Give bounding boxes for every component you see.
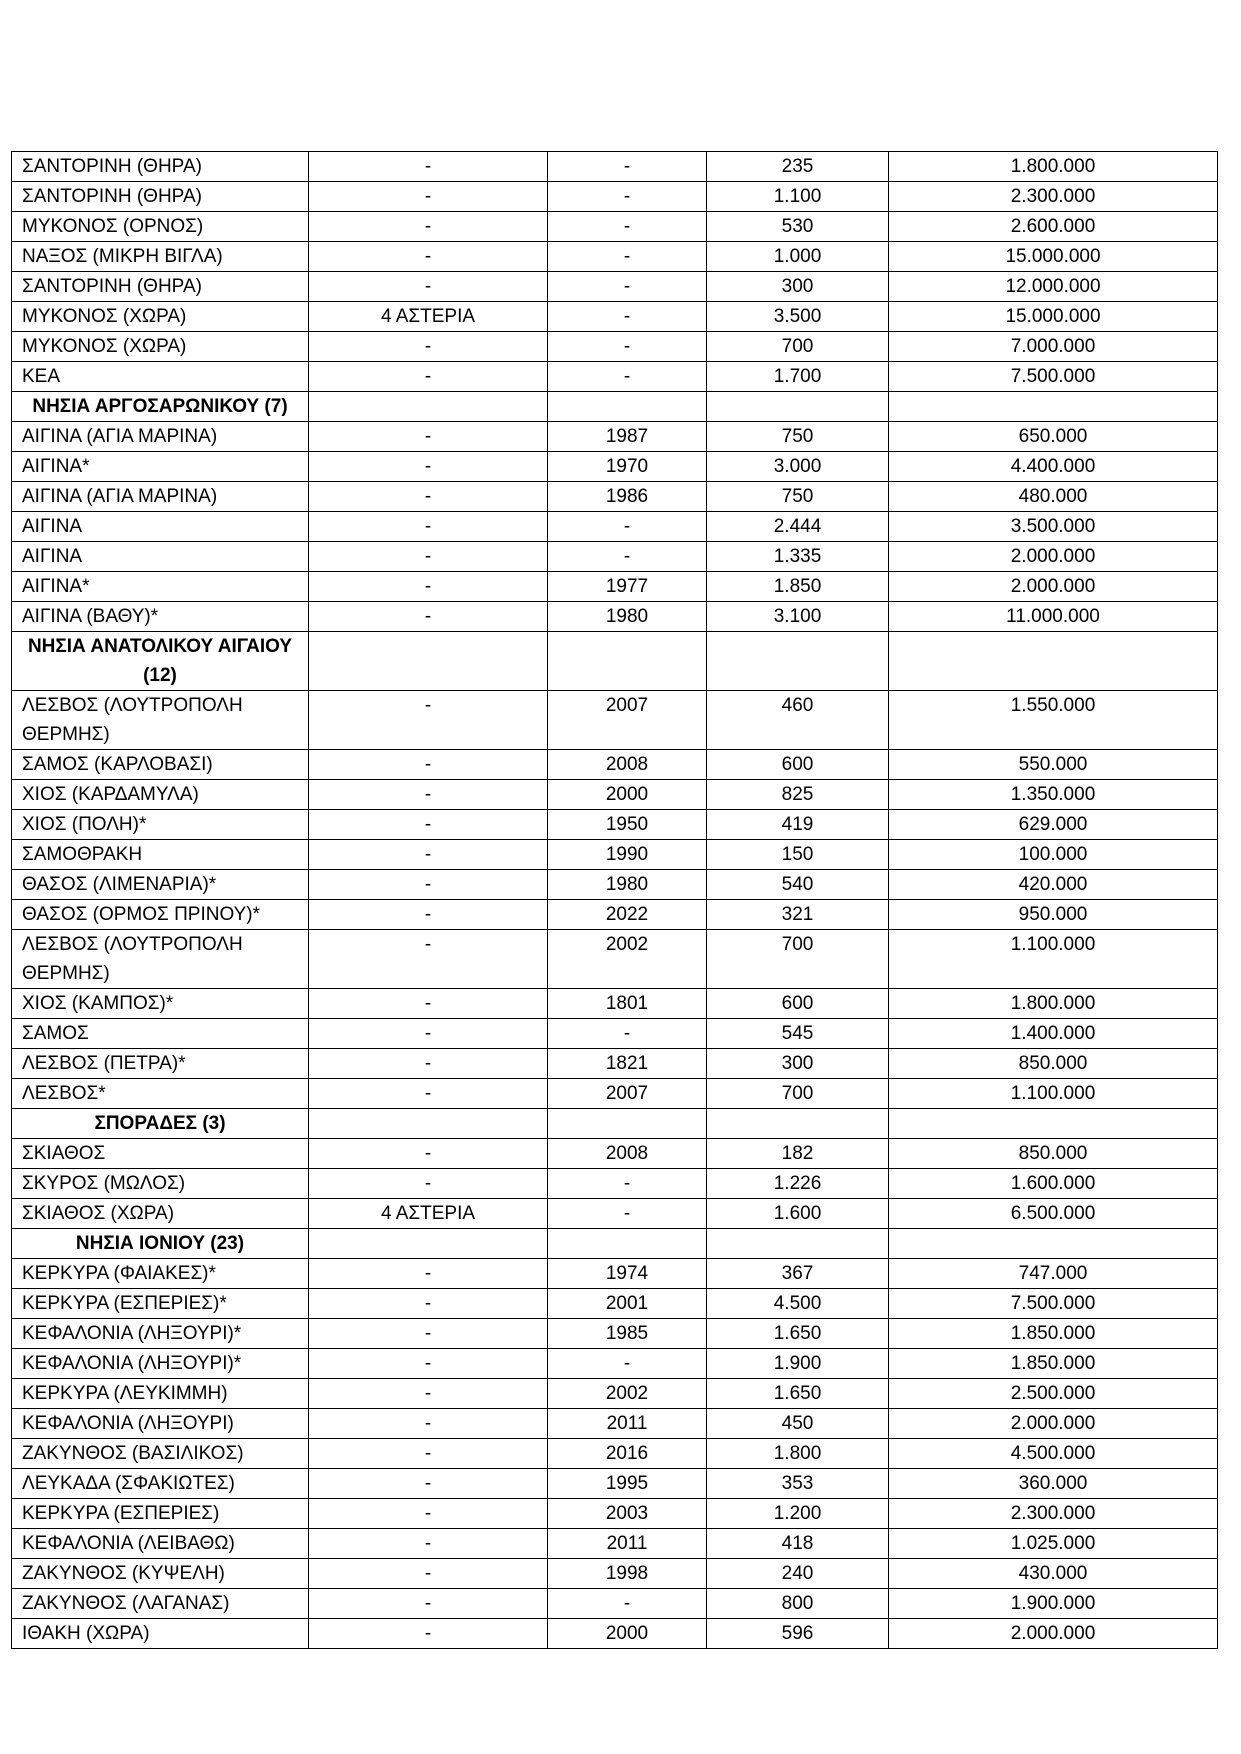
cell-location: ΜΥΚΟΝΟΣ (ΟΡΝΟΣ) <box>12 212 309 242</box>
cell-year: 2007 <box>548 1079 707 1109</box>
cell-category: - <box>309 602 548 632</box>
cell-year: - <box>548 512 707 542</box>
cell-category: - <box>309 572 548 602</box>
table-row <box>12 1469 1218 1499</box>
cell-price: 2.000.000 <box>889 1409 1218 1439</box>
cell-location: ΑΙΓΙΝΑ (ΑΓΙΑ ΜΑΡΙΝΑ) <box>12 422 309 452</box>
table-row <box>12 1169 1218 1199</box>
cell-location: ΜΥΚΟΝΟΣ (ΧΩΡΑ) <box>12 332 309 362</box>
table-row <box>12 452 1218 482</box>
cell-location: ΝΗΣΙΑ ΙΟΝΙΟΥ (23) <box>12 1229 309 1259</box>
cell-category: - <box>309 780 548 810</box>
cell-area: 1.700 <box>707 362 889 392</box>
cell-location: ΘΑΣΟΣ (ΛΙΜΕΝΑΡΙΑ)* <box>12 870 309 900</box>
cell-category <box>309 632 548 691</box>
cell-year: 1821 <box>548 1049 707 1079</box>
cell-category: - <box>309 840 548 870</box>
cell-category: - <box>309 989 548 1019</box>
cell-location: ΑΙΓΙΝΑ* <box>12 572 309 602</box>
region-header-row <box>12 392 1218 422</box>
cell-price <box>889 632 1218 691</box>
cell-year: 2002 <box>548 1379 707 1409</box>
cell-year: 1987 <box>548 422 707 452</box>
cell-year: 2022 <box>548 900 707 930</box>
cell-area: 3.000 <box>707 452 889 482</box>
cell-location: ΣΑΜΟΣ (ΚΑΡΛΟΒΑΣΙ) <box>12 750 309 780</box>
cell-price: 2.300.000 <box>889 182 1218 212</box>
cell-year: 1980 <box>548 602 707 632</box>
table-row <box>12 1289 1218 1319</box>
table-row <box>12 1319 1218 1349</box>
cell-area: 1.200 <box>707 1499 889 1529</box>
cell-price: 6.500.000 <box>889 1199 1218 1229</box>
cell-year: - <box>548 1169 707 1199</box>
table-row <box>12 1499 1218 1529</box>
cell-price: 2.000.000 <box>889 1619 1218 1649</box>
cell-category: - <box>309 930 548 989</box>
cell-year <box>548 1109 707 1139</box>
cell-area: 600 <box>707 989 889 1019</box>
cell-location: ΚΕΡΚΥΡΑ (ΛΕΥΚΙΜΜΗ) <box>12 1379 309 1409</box>
cell-price: 480.000 <box>889 482 1218 512</box>
cell-area: 300 <box>707 1049 889 1079</box>
properties-table-body <box>12 152 1218 1649</box>
table-row <box>12 1199 1218 1229</box>
cell-category: - <box>309 1349 548 1379</box>
cell-category: - <box>309 1049 548 1079</box>
table-row <box>12 272 1218 302</box>
cell-price: 420.000 <box>889 870 1218 900</box>
cell-year: - <box>548 1199 707 1229</box>
cell-price: 1.600.000 <box>889 1169 1218 1199</box>
cell-location: ΣΚΙΑΘΟΣ <box>12 1139 309 1169</box>
cell-year: - <box>548 1589 707 1619</box>
cell-price: 4.400.000 <box>889 452 1218 482</box>
cell-area: 750 <box>707 422 889 452</box>
cell-price: 2.000.000 <box>889 572 1218 602</box>
cell-year: 2011 <box>548 1409 707 1439</box>
cell-area: 1.650 <box>707 1379 889 1409</box>
cell-area: 800 <box>707 1589 889 1619</box>
cell-year: - <box>548 302 707 332</box>
cell-area <box>707 632 889 691</box>
cell-year: 1974 <box>548 1259 707 1289</box>
cell-year: 1990 <box>548 840 707 870</box>
cell-price: 2.600.000 <box>889 212 1218 242</box>
table-row <box>12 840 1218 870</box>
cell-price <box>889 1109 1218 1139</box>
cell-location: ΜΥΚΟΝΟΣ (ΧΩΡΑ) <box>12 302 309 332</box>
cell-price <box>889 392 1218 422</box>
cell-location: ΚΕΦΑΛΟΝΙΑ (ΛΗΞΟΥΡΙ)* <box>12 1349 309 1379</box>
cell-price: 1.350.000 <box>889 780 1218 810</box>
cell-category: - <box>309 542 548 572</box>
cell-category: - <box>309 182 548 212</box>
region-header-row <box>12 632 1218 691</box>
cell-price: 100.000 <box>889 840 1218 870</box>
cell-location: ΑΙΓΙΝΑ <box>12 542 309 572</box>
cell-area: 235 <box>707 152 889 182</box>
table-row <box>12 900 1218 930</box>
cell-category: - <box>309 691 548 750</box>
table-row <box>12 780 1218 810</box>
cell-area: 1.000 <box>707 242 889 272</box>
table-row <box>12 1139 1218 1169</box>
table-row <box>12 512 1218 542</box>
cell-area: 450 <box>707 1409 889 1439</box>
cell-year <box>548 392 707 422</box>
table-row <box>12 1079 1218 1109</box>
table-row <box>12 870 1218 900</box>
cell-location: ΝΑΞΟΣ (ΜΙΚΡΗ ΒΙΓΛΑ) <box>12 242 309 272</box>
cell-area: 1.226 <box>707 1169 889 1199</box>
cell-location: ΝΗΣΙΑ ΑΝΑΤΟΛΙΚΟΥ ΑΙΓΑΙΟΥ (12) <box>12 632 309 691</box>
cell-category <box>309 392 548 422</box>
cell-area: 460 <box>707 691 889 750</box>
cell-year: - <box>548 212 707 242</box>
cell-area: 750 <box>707 482 889 512</box>
cell-location: ΝΗΣΙΑ ΑΡΓΟΣΑΡΩΝΙΚΟΥ (7) <box>12 392 309 422</box>
cell-year: 1995 <box>548 1469 707 1499</box>
table-row <box>12 362 1218 392</box>
table-row <box>12 750 1218 780</box>
cell-price: 4.500.000 <box>889 1439 1218 1469</box>
cell-year: 2001 <box>548 1289 707 1319</box>
cell-category: - <box>309 362 548 392</box>
cell-category: - <box>309 512 548 542</box>
cell-category: - <box>309 1289 548 1319</box>
cell-location: ΖΑΚΥΝΘΟΣ (ΛΑΓΑΝΑΣ) <box>12 1589 309 1619</box>
cell-category <box>309 1109 548 1139</box>
cell-category: - <box>309 452 548 482</box>
cell-location: ΣΑΝΤΟΡΙΝΗ (ΘΗΡΑ) <box>12 182 309 212</box>
cell-category: - <box>309 1079 548 1109</box>
cell-location: ΖΑΚΥΝΘΟΣ (ΒΑΣΙΛΙΚΟΣ) <box>12 1439 309 1469</box>
cell-year: 1986 <box>548 482 707 512</box>
cell-location: ΚΕΡΚΥΡΑ (ΦΑΙΑΚΕΣ)* <box>12 1259 309 1289</box>
cell-category: 4 ΑΣΤΕΡΙΑ <box>309 1199 548 1229</box>
cell-year: - <box>548 242 707 272</box>
cell-category: - <box>309 1019 548 1049</box>
cell-location: ΧΙΟΣ (ΚΑΜΠΟΣ)* <box>12 989 309 1019</box>
cell-price: 1.550.000 <box>889 691 1218 750</box>
cell-area <box>707 1229 889 1259</box>
cell-year: 2000 <box>548 780 707 810</box>
cell-price: 950.000 <box>889 900 1218 930</box>
cell-location: ΛΕΥΚΑΔΑ (ΣΦΑΚΙΩΤΕΣ) <box>12 1469 309 1499</box>
cell-location: ΛΕΣΒΟΣ (ΛΟΥΤΡΟΠΟΛΗ ΘΕΡΜΗΣ) <box>12 930 309 989</box>
cell-area: 1.800 <box>707 1439 889 1469</box>
table-row <box>12 1529 1218 1559</box>
cell-location: ΛΕΣΒΟΣ* <box>12 1079 309 1109</box>
cell-year: - <box>548 332 707 362</box>
cell-year: 2007 <box>548 691 707 750</box>
cell-category: - <box>309 152 548 182</box>
cell-location: ΚΕΦΑΛΟΝΙΑ (ΛΗΞΟΥΡΙ) <box>12 1409 309 1439</box>
cell-area: 1.850 <box>707 572 889 602</box>
cell-price: 650.000 <box>889 422 1218 452</box>
cell-area: 182 <box>707 1139 889 1169</box>
cell-price: 850.000 <box>889 1139 1218 1169</box>
cell-category: - <box>309 870 548 900</box>
cell-category: - <box>309 1619 548 1649</box>
cell-area: 4.500 <box>707 1289 889 1319</box>
cell-area: 540 <box>707 870 889 900</box>
cell-price: 1.850.000 <box>889 1349 1218 1379</box>
cell-location: ΛΕΣΒΟΣ (ΛΟΥΤΡΟΠΟΛΗ ΘΕΡΜΗΣ) <box>12 691 309 750</box>
cell-location: ΣΑΜΟΣ <box>12 1019 309 1049</box>
table-row <box>12 1379 1218 1409</box>
cell-price: 1.100.000 <box>889 930 1218 989</box>
table-row <box>12 152 1218 182</box>
cell-price: 11.000.000 <box>889 602 1218 632</box>
cell-price: 1.850.000 <box>889 1319 1218 1349</box>
cell-price: 1.900.000 <box>889 1589 1218 1619</box>
cell-price: 747.000 <box>889 1259 1218 1289</box>
cell-category: - <box>309 810 548 840</box>
cell-location: ΣΠΟΡΑΔΕΣ (3) <box>12 1109 309 1139</box>
table-row <box>12 930 1218 989</box>
cell-category: - <box>309 1139 548 1169</box>
cell-location: ΣΑΝΤΟΡΙΝΗ (ΘΗΡΑ) <box>12 272 309 302</box>
table-row <box>12 212 1218 242</box>
table-row <box>12 1409 1218 1439</box>
cell-year: - <box>548 182 707 212</box>
table-row <box>12 1259 1218 1289</box>
cell-area: 1.100 <box>707 182 889 212</box>
cell-year: - <box>548 542 707 572</box>
cell-category: - <box>309 482 548 512</box>
cell-price: 15.000.000 <box>889 242 1218 272</box>
cell-category: - <box>309 1559 548 1589</box>
table-row <box>12 302 1218 332</box>
cell-year: 1980 <box>548 870 707 900</box>
cell-area: 545 <box>707 1019 889 1049</box>
cell-category: - <box>309 332 548 362</box>
cell-category: - <box>309 1469 548 1499</box>
cell-category: - <box>309 1499 548 1529</box>
cell-year: 2016 <box>548 1439 707 1469</box>
cell-year: - <box>548 152 707 182</box>
cell-location: ΚΕΡΚΥΡΑ (ΕΣΠΕΡΙΕΣ)* <box>12 1289 309 1319</box>
cell-location: ΚΕΡΚΥΡΑ (ΕΣΠΕΡΙΕΣ) <box>12 1499 309 1529</box>
cell-area: 150 <box>707 840 889 870</box>
cell-area: 600 <box>707 750 889 780</box>
cell-price: 850.000 <box>889 1049 1218 1079</box>
cell-category: - <box>309 1589 548 1619</box>
cell-price: 550.000 <box>889 750 1218 780</box>
region-header-row <box>12 1109 1218 1139</box>
cell-year: 1985 <box>548 1319 707 1349</box>
cell-year: - <box>548 1349 707 1379</box>
properties-table <box>11 151 1218 1649</box>
cell-area <box>707 392 889 422</box>
cell-location: ΖΑΚΥΝΘΟΣ (ΚΥΨΕΛΗ) <box>12 1559 309 1589</box>
cell-area: 700 <box>707 332 889 362</box>
cell-category: - <box>309 1529 548 1559</box>
table-row <box>12 182 1218 212</box>
table-row <box>12 482 1218 512</box>
table-row <box>12 572 1218 602</box>
cell-year: 1977 <box>548 572 707 602</box>
cell-area: 1.600 <box>707 1199 889 1229</box>
cell-price: 7.500.000 <box>889 362 1218 392</box>
table-row <box>12 989 1218 1019</box>
cell-year <box>548 632 707 691</box>
cell-year: 2008 <box>548 750 707 780</box>
table-row <box>12 1619 1218 1649</box>
cell-price: 3.500.000 <box>889 512 1218 542</box>
cell-category: - <box>309 1379 548 1409</box>
cell-location: ΧΙΟΣ (ΚΑΡΔΑΜΥΛΑ) <box>12 780 309 810</box>
cell-price: 2.000.000 <box>889 542 1218 572</box>
table-row <box>12 1049 1218 1079</box>
table-row <box>12 602 1218 632</box>
cell-year: - <box>548 1019 707 1049</box>
cell-price: 7.500.000 <box>889 1289 1218 1319</box>
cell-category: - <box>309 1409 548 1439</box>
cell-location: ΙΘΑΚΗ (ΧΩΡΑ) <box>12 1619 309 1649</box>
cell-category: - <box>309 900 548 930</box>
cell-area: 419 <box>707 810 889 840</box>
table-row <box>12 1589 1218 1619</box>
cell-area: 2.444 <box>707 512 889 542</box>
cell-area: 367 <box>707 1259 889 1289</box>
region-header-row <box>12 1229 1218 1259</box>
cell-location: ΚΕΑ <box>12 362 309 392</box>
cell-category: 4 ΑΣΤΕΡΙΑ <box>309 302 548 332</box>
cell-location: ΚΕΦΑΛΟΝΙΑ (ΛΕΙΒΑΘΩ) <box>12 1529 309 1559</box>
cell-location: ΑΙΓΙΝΑ <box>12 512 309 542</box>
cell-area: 596 <box>707 1619 889 1649</box>
cell-area: 300 <box>707 272 889 302</box>
cell-location: ΑΙΓΙΝΑ* <box>12 452 309 482</box>
table-row <box>12 1019 1218 1049</box>
cell-year: 1970 <box>548 452 707 482</box>
table-row <box>12 542 1218 572</box>
cell-price <box>889 1229 1218 1259</box>
cell-area: 1.900 <box>707 1349 889 1379</box>
cell-area: 3.500 <box>707 302 889 332</box>
cell-year: - <box>548 272 707 302</box>
cell-location: ΘΑΣΟΣ (ΟΡΜΟΣ ΠΡΙΝΟΥ)* <box>12 900 309 930</box>
table-row <box>12 1559 1218 1589</box>
cell-year: - <box>548 362 707 392</box>
cell-year: 1998 <box>548 1559 707 1589</box>
cell-area: 1.335 <box>707 542 889 572</box>
cell-area: 3.100 <box>707 602 889 632</box>
cell-price: 1.800.000 <box>889 989 1218 1019</box>
cell-category: - <box>309 1169 548 1199</box>
table-row <box>12 242 1218 272</box>
cell-year: 1950 <box>548 810 707 840</box>
cell-category: - <box>309 212 548 242</box>
cell-location: ΣΑΜΟΘΡΑΚΗ <box>12 840 309 870</box>
cell-price: 2.500.000 <box>889 1379 1218 1409</box>
cell-year: 2011 <box>548 1529 707 1559</box>
cell-category <box>309 1229 548 1259</box>
cell-area: 700 <box>707 1079 889 1109</box>
cell-category: - <box>309 1259 548 1289</box>
table-row <box>12 332 1218 362</box>
cell-category: - <box>309 750 548 780</box>
cell-area: 825 <box>707 780 889 810</box>
cell-year: 2008 <box>548 1139 707 1169</box>
cell-year: 2002 <box>548 930 707 989</box>
cell-year: 1801 <box>548 989 707 1019</box>
cell-area <box>707 1109 889 1139</box>
cell-price: 1.400.000 <box>889 1019 1218 1049</box>
cell-category: - <box>309 422 548 452</box>
cell-area: 700 <box>707 930 889 989</box>
cell-location: ΑΙΓΙΝΑ (ΑΓΙΑ ΜΑΡΙΝΑ) <box>12 482 309 512</box>
cell-price: 1.100.000 <box>889 1079 1218 1109</box>
cell-year: 2000 <box>548 1619 707 1649</box>
table-row <box>12 691 1218 750</box>
cell-year: 2003 <box>548 1499 707 1529</box>
table-row <box>12 422 1218 452</box>
cell-location: ΣΚΙΑΘΟΣ (ΧΩΡΑ) <box>12 1199 309 1229</box>
cell-category: - <box>309 272 548 302</box>
table-row <box>12 810 1218 840</box>
table-row <box>12 1439 1218 1469</box>
cell-price: 15.000.000 <box>889 302 1218 332</box>
cell-location: ΧΙΟΣ (ΠΟΛΗ)* <box>12 810 309 840</box>
cell-location: ΑΙΓΙΝΑ (ΒΑΘΥ)* <box>12 602 309 632</box>
cell-year <box>548 1229 707 1259</box>
cell-price: 629.000 <box>889 810 1218 840</box>
cell-price: 1.800.000 <box>889 152 1218 182</box>
cell-category: - <box>309 1439 548 1469</box>
cell-category: - <box>309 1319 548 1349</box>
cell-area: 1.650 <box>707 1319 889 1349</box>
cell-area: 321 <box>707 900 889 930</box>
cell-price: 360.000 <box>889 1469 1218 1499</box>
cell-location: ΣΑΝΤΟΡΙΝΗ (ΘΗΡΑ) <box>12 152 309 182</box>
cell-price: 7.000.000 <box>889 332 1218 362</box>
cell-price: 1.025.000 <box>889 1529 1218 1559</box>
cell-area: 530 <box>707 212 889 242</box>
cell-location: ΚΕΦΑΛΟΝΙΑ (ΛΗΞΟΥΡΙ)* <box>12 1319 309 1349</box>
cell-area: 353 <box>707 1469 889 1499</box>
cell-location: ΛΕΣΒΟΣ (ΠΕΤΡΑ)* <box>12 1049 309 1079</box>
table-row <box>12 1349 1218 1379</box>
cell-price: 2.300.000 <box>889 1499 1218 1529</box>
cell-location: ΣΚΥΡΟΣ (ΜΩΛΟΣ) <box>12 1169 309 1199</box>
cell-category: - <box>309 242 548 272</box>
cell-area: 240 <box>707 1559 889 1589</box>
cell-area: 418 <box>707 1529 889 1559</box>
cell-price: 12.000.000 <box>889 272 1218 302</box>
cell-price: 430.000 <box>889 1559 1218 1589</box>
